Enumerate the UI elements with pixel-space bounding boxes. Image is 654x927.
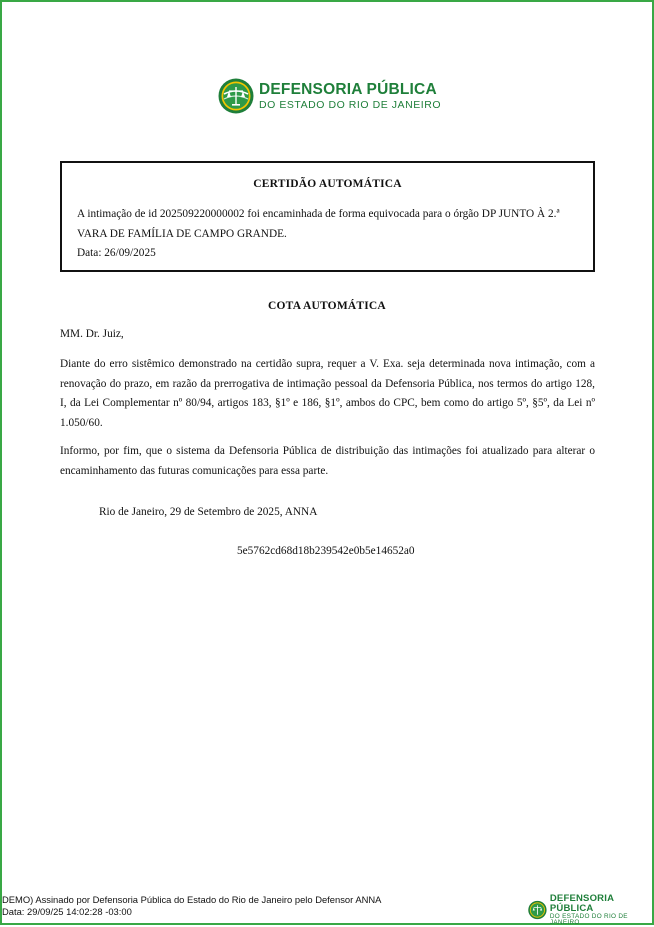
- signature-stamp: [2, 894, 381, 917]
- cota-title: COTA AUTOMÁTICA: [268, 300, 386, 312]
- logo-title: DEFENSORIA PÚBLICA: [259, 81, 437, 98]
- document-hash: 5e5762cd68d18b239542e0b5e14652a0: [237, 545, 415, 557]
- certidao-date: Data: 26/09/2025: [77, 247, 156, 259]
- certidao-title: CERTIDÃO AUTOMÁTICA: [253, 178, 402, 190]
- logo-subtitle: DO ESTADO DO RIO DE JANEIRO: [259, 98, 442, 111]
- place-date: Rio de Janeiro, 29 de Setembro de 2025, ANNA: [99, 506, 318, 518]
- body-paragraph-2: Informo, por fim, que o sistema da Defensoria Pública de distribuição das intimações foi atualizado para alterar o encaminhamento das futuras comunicações para essa parte.: [60, 445, 595, 477]
- certidao-line-1: A intimação de id 202509220000002 foi encaminhada de forma equivocada para o órgão DP JUNTO À 2.ª: [77, 208, 560, 220]
- body-paragraph-1: Diante do erro sistêmico demonstrado na certidão supra, requer a V. Exa. seja determinada nova intimação, com a renovação do prazo, em razão da prerrogativa de intimação pessoal da Defensoria Pública, nos termos do artigo 128, I, da Lei Complementar nº 80/94, artigos 183, §1º e 186, §1º, ambos do CPC, bem como do artigo 5º, §5º, da Lei nº 1.050/60.: [60, 358, 595, 429]
- greeting: MM. Dr. Juiz,: [60, 328, 124, 340]
- footer-logo: [528, 894, 654, 927]
- signature-date: Data: 29/09/25 14:02:28 -03:00: [2, 905, 132, 917]
- scales-of-justice-icon: [528, 900, 547, 920]
- footer-logo-title: DEFENSORIA PÚBLICA: [549, 893, 614, 914]
- signature-line-1: DEMO) Assinado por Defensoria Pública do Estado do Rio de Janeiro pelo Defensor ANNA: [2, 894, 382, 905]
- certidao-line-2: VARA DE FAMÍLIA DE CAMPO GRANDE.: [77, 227, 287, 240]
- scales-of-justice-icon: [218, 78, 254, 114]
- footer-logo-subtitle: DO ESTADO DO RIO DE JANEIRO: [549, 913, 628, 927]
- certidao-box: [60, 161, 595, 272]
- header-logo: [218, 78, 441, 114]
